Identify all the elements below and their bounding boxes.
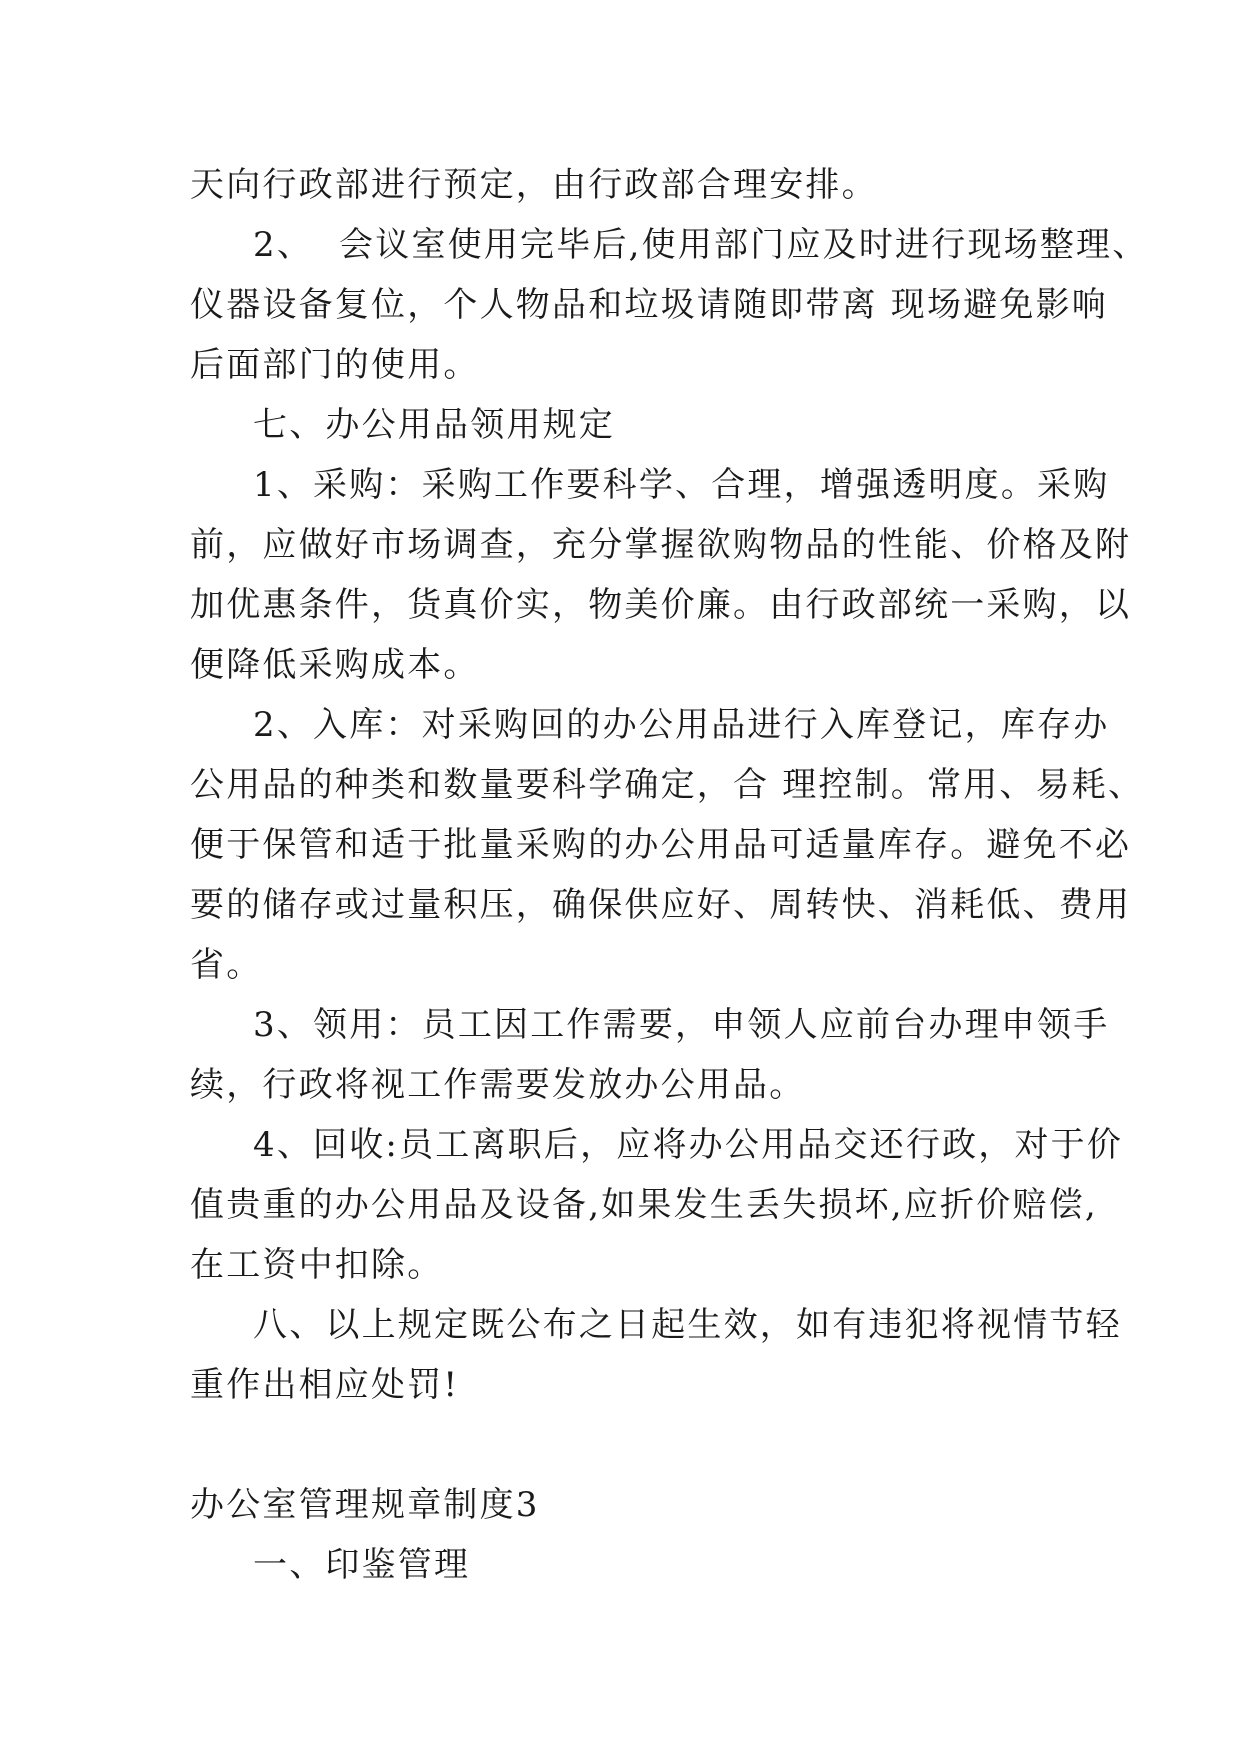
section-heading: 一、印鉴管理: [253, 1545, 471, 1585]
paragraph-line: 后面部门的使用。: [190, 345, 480, 385]
paragraph-line: 4、回收:员工离职后，应将办公用品交还行政，对于价: [253, 1125, 1124, 1165]
paragraph-line: 省。: [190, 945, 263, 985]
paragraph-line: 前，应做好市场调查，充分掌握欲购物品的性能、价格及附: [190, 525, 1132, 565]
document-title: 办公室管理规章制度3: [190, 1485, 540, 1525]
paragraph-line: 仪器设备复位，个人物品和垃圾请随即带离 现场避免影响: [190, 285, 1109, 325]
paragraph-line: 续，行政将视工作需要发放办公用品。: [190, 1065, 806, 1105]
paragraph-line: 公用品的种类和数量要科学确定，合 理控制。常用、易耗、: [190, 765, 1145, 805]
paragraph-line: 天向行政部进行预定，由行政部合理安排。: [190, 165, 878, 205]
paragraph-line: 1、采购：采购工作要科学、合理，增强透明度。采购: [253, 465, 1110, 505]
paragraph-line: 2、入库：对采购回的办公用品进行入库登记，库存办: [253, 705, 1110, 745]
paragraph-line: 便于保管和适于批量采购的办公用品可适量库存。避免不必: [190, 825, 1132, 865]
paragraph-line: 3、领用：员工因工作需要，申领人应前台办理申领手: [253, 1005, 1110, 1045]
paragraph-line: 八、以上规定既公布之日起生效，如有违犯将视情节轻: [253, 1305, 1122, 1345]
paragraph-line: 在工资中扣除。: [190, 1245, 444, 1285]
paragraph-line: 加优惠条件，货真价实，物美价廉。由行政部统一采购，以: [190, 585, 1132, 625]
paragraph-line: 便降低采购成本。: [190, 645, 480, 685]
paragraph-line: 要的储存或过量积压，确保供应好、周转快、消耗低、费用: [190, 885, 1132, 925]
section-heading: 七、办公用品领用规定: [253, 405, 615, 445]
paragraph-line: 2、 会议室使用完毕后,使用部门应及时进行现场整理、: [253, 225, 1149, 265]
paragraph-line: 值贵重的办公用品及设备,如果发生丢失损坏,应折价赔偿,: [190, 1185, 1098, 1225]
paragraph-line: 重作出相应处罚!: [190, 1365, 460, 1405]
